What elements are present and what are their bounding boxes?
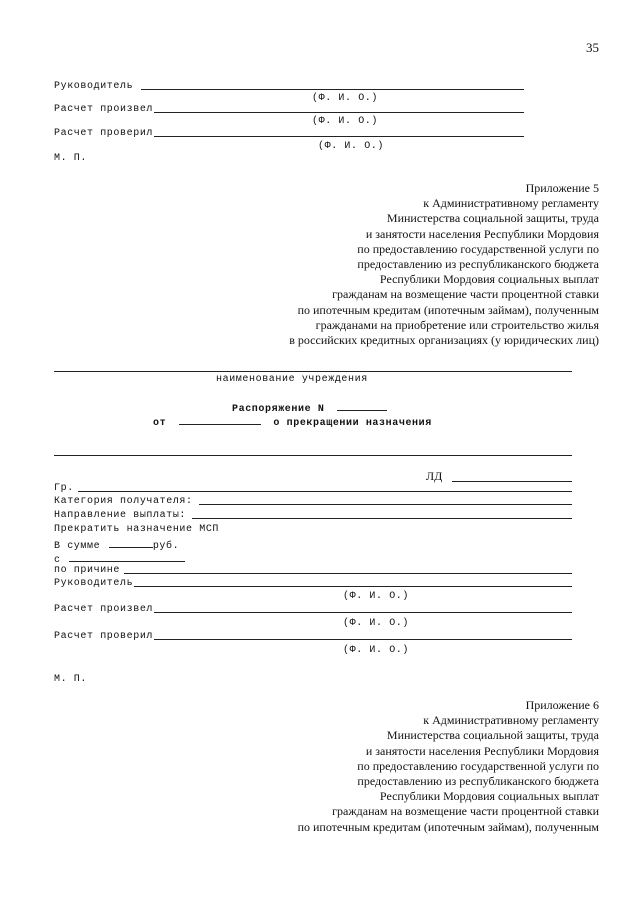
reason-row <box>54 565 572 576</box>
appendix-line: Министерства социальной защиты, труда <box>386 728 599 743</box>
ld-label: ЛД <box>426 469 443 483</box>
appendix-line: в российских кредитных организациях (у юридических лиц) <box>289 333 599 348</box>
top-signature-head <box>54 81 524 92</box>
form-signature-head <box>54 578 572 589</box>
signature-label: Руководитель <box>54 578 134 589</box>
separator-line <box>54 455 572 456</box>
appendix-line: Приложение 6 <box>525 698 599 712</box>
direction-row <box>54 510 572 521</box>
appendix-line: Приложение 5 <box>525 181 599 195</box>
signature-line <box>154 136 524 137</box>
appendix-line: и занятости населения Республики Мордовия <box>365 743 599 758</box>
appendix-6-header <box>298 698 599 835</box>
appendix-line: гражданами на приобретение или строительство жилья <box>315 317 599 332</box>
seal-label: М. П. <box>54 153 88 164</box>
signature-line <box>154 112 524 113</box>
reason-line <box>124 573 572 574</box>
signature-label: Расчет произвел <box>54 104 154 115</box>
order-title <box>232 400 387 415</box>
signature-caption: (Ф. И. О.) <box>312 116 379 127</box>
signature-line <box>141 89 524 90</box>
institution-caption: наименование учреждения <box>216 374 368 385</box>
appendix-line: гражданам на возмещение части процентной ставки <box>332 287 599 302</box>
appendix-line: Министерства социальной защиты, труда <box>386 211 599 226</box>
signature-caption: (Ф. И. О.) <box>343 618 410 629</box>
appendix-line: к Административному регламенту <box>423 713 599 728</box>
sum-line <box>109 537 153 548</box>
ld-line <box>452 481 572 482</box>
appendix-line: по ипотечным кредитам (ипотечным займам), полученным <box>297 302 599 317</box>
appendix-line: Республики Мордовия социальных выплат <box>379 789 599 804</box>
signature-caption: (Ф. И. О.) <box>318 141 385 152</box>
order-date-line <box>153 414 432 429</box>
form-signature-check <box>54 631 572 642</box>
appendix-line: по предоставлению государственной услуги по <box>357 241 599 256</box>
page-number: 35 <box>586 40 599 55</box>
signature-label: Расчет произвел <box>54 604 154 615</box>
sum-label: В сумме <box>54 541 101 552</box>
appendix-line: и занятости населения Республики Мордовия <box>365 226 599 241</box>
from-date-line <box>69 551 185 562</box>
termination-text: о прекращении назначения <box>273 418 432 429</box>
citizen-row <box>54 483 572 494</box>
sum-row <box>54 537 179 552</box>
category-line <box>199 504 572 505</box>
direction-line <box>192 518 572 519</box>
seal-label: М. П. <box>54 674 88 685</box>
appendix-line: гражданам на возмещение части процентной ставки <box>332 804 599 819</box>
signature-line <box>154 639 572 640</box>
terminate-label: Прекратить назначение МСП <box>54 524 220 535</box>
citizen-line <box>78 491 572 492</box>
signature-caption: (Ф. И. О.) <box>312 93 379 104</box>
order-title-text: Распоряжение N <box>232 404 325 415</box>
signature-line <box>134 586 572 587</box>
order-date-blank <box>179 414 261 425</box>
signature-caption: (Ф. И. О.) <box>343 645 410 656</box>
from-date-label: с <box>54 555 61 566</box>
category-row <box>54 496 572 507</box>
signature-label: Расчет проверил <box>54 128 154 139</box>
form-signature-calc <box>54 604 572 615</box>
appendix-line: Республики Мордовия социальных выплат <box>379 272 599 287</box>
appendix-line: к Административному регламенту <box>423 196 599 211</box>
appendix-line: по предоставлению государственной услуги по <box>357 758 599 773</box>
from-date-row <box>54 551 185 566</box>
ld-row <box>426 469 572 484</box>
appendix-line: предоставлению из республиканского бюджета <box>357 257 599 272</box>
appendix-5-header <box>289 181 599 348</box>
appendix-line: по ипотечным кредитам (ипотечным займам), полученным <box>297 819 599 834</box>
top-signature-calc <box>54 104 524 115</box>
institution-line <box>54 371 572 372</box>
citizen-label: Гр. <box>54 483 74 494</box>
order-number-line <box>337 400 387 411</box>
appendix-line: предоставлению из республиканского бюджета <box>357 774 599 789</box>
signature-line <box>154 612 572 613</box>
signature-label: Расчет проверил <box>54 631 154 642</box>
category-label: Категория получателя: <box>54 496 193 507</box>
reason-label: по причине <box>54 565 121 576</box>
top-signature-check <box>54 128 524 139</box>
from-prefix: от <box>153 418 167 429</box>
direction-label: Направление выплаты: <box>54 510 187 521</box>
signature-label: Руководитель <box>54 81 134 92</box>
signature-caption: (Ф. И. О.) <box>343 591 410 602</box>
sum-unit: руб. <box>152 541 180 552</box>
